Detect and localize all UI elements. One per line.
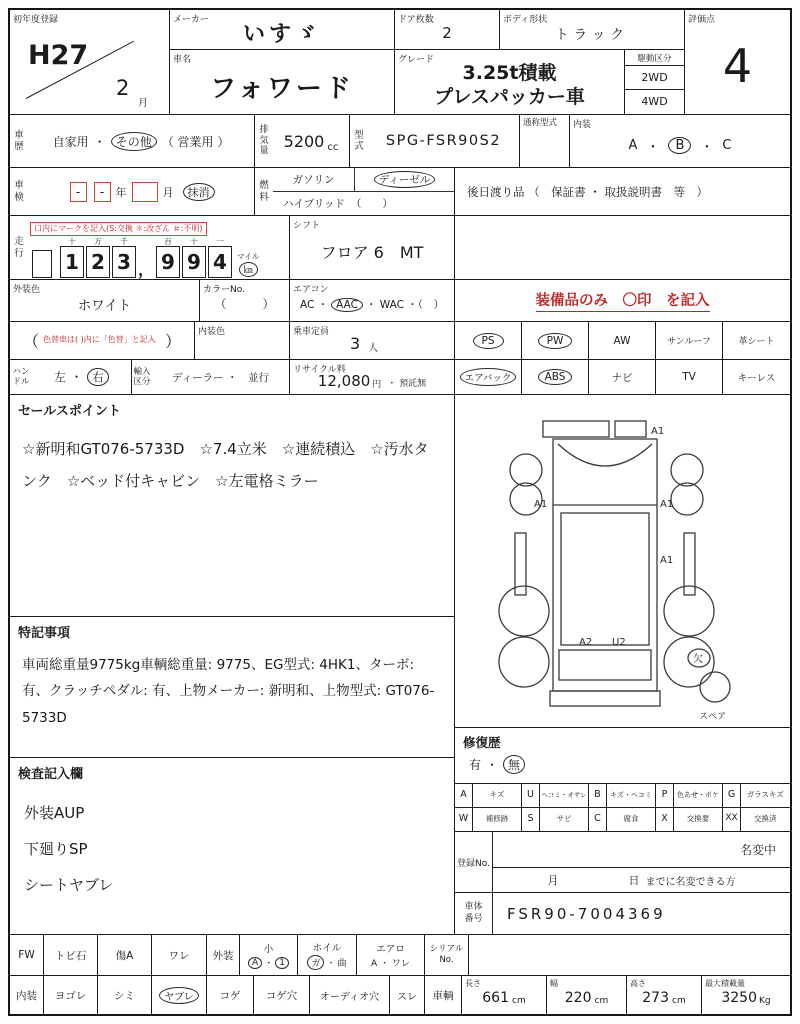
later-delivery-items-text: 後日渡り品 （ 保証書 ・ 取扱説明書 等 ） — [467, 184, 708, 199]
equipment-note-text: 装備品のみ 〇印 を記入 — [536, 289, 710, 312]
separator-dot: ・ — [646, 139, 660, 155]
legend-key: G — [723, 784, 741, 808]
interior-color-cell — [195, 322, 290, 360]
vin-value: FSR90-7004369 — [507, 904, 666, 923]
shift-label: シフト — [293, 221, 321, 231]
mileage-mark-box — [32, 250, 52, 278]
aircon-option-ac: AC ・ — [299, 299, 329, 311]
later-delivery-items-cell — [455, 168, 790, 216]
dim-width-unit: cm — [594, 995, 609, 1006]
exterior-small-damage-cell — [240, 935, 298, 976]
legend-value: サビ — [540, 808, 589, 831]
repair-history-no-selected: 無 — [503, 755, 525, 774]
equipment-airbag-selected: エアバック — [460, 368, 517, 386]
legend-key: U — [522, 784, 540, 808]
shift-value: フロア 6 MT — [320, 243, 424, 262]
grade-line1: 3.25t積載 — [462, 62, 557, 85]
vehicle-dims-label-cell — [425, 976, 462, 1014]
legend-value: 交換済 — [754, 814, 777, 824]
dim-length-unit: cm — [512, 995, 526, 1006]
recycle-deposit-status: ・ 預託無 — [387, 379, 427, 389]
handle-cell — [10, 360, 132, 395]
interior-item-wear — [390, 976, 425, 1014]
model-code-label: 型式 — [354, 129, 364, 152]
exterior-color-value: ホワイト — [77, 297, 132, 314]
history-option-other-selected: その他 — [111, 132, 157, 151]
serial-number-cell — [425, 935, 469, 976]
separator-dot: ・ — [264, 959, 274, 969]
mileage-unit-mile: マイル — [237, 252, 260, 262]
shaken-label: 車検 — [14, 180, 24, 203]
recycle-fee-value: 12,080 — [317, 371, 371, 390]
interior-item-label: オーディオ穴 — [319, 991, 380, 1003]
history-option-private: 自家用 — [52, 134, 89, 149]
blank-cell — [455, 216, 790, 280]
repair-history-cell — [455, 728, 790, 784]
repair-history-label: 修復歴 — [463, 735, 501, 750]
capacity-label: 乗車定員 — [293, 327, 330, 337]
body-shape-value: トラック — [555, 26, 629, 43]
import-class-value: ディーラー ・ 並行 — [172, 371, 269, 384]
digit-place-label: 千 — [120, 236, 128, 246]
vin-label: 車体番号 — [455, 893, 493, 934]
dim-width-label: 幅 — [550, 979, 558, 988]
shaken-year-unit: 年 — [115, 185, 127, 199]
handle-option-left: 左 — [54, 370, 66, 384]
legend-key: C — [589, 808, 607, 831]
serial-number-value-cell — [469, 935, 790, 976]
interior-item-tear: ヤブレ — [159, 987, 199, 1004]
special-notes-heading: 特記事項 — [18, 626, 71, 641]
equipment-item-tv — [656, 360, 723, 395]
legend-value: 補修跡 — [473, 808, 522, 831]
mileage-digit — [182, 238, 206, 279]
dim-height-unit: cm — [672, 995, 686, 1006]
equipment-item-leather — [723, 322, 790, 360]
legend-value: ガラスキズ — [741, 784, 790, 808]
paren-open: （ — [22, 332, 39, 351]
fw-item-label: ワレ — [168, 949, 190, 962]
drive-type-cell — [625, 50, 685, 115]
maker-value: いすゞ — [242, 22, 321, 47]
vehicle-diagram-cell — [455, 395, 790, 728]
equipment-item-navi — [589, 360, 656, 395]
drive-type-label: 駆動区分 — [625, 50, 684, 66]
fuel-option-gasoline: ガソリン — [273, 168, 355, 191]
import-class-label: 輸入区分 — [133, 366, 151, 387]
fuel-option-diesel-selected: ディーゼル — [374, 171, 435, 188]
paren-close: ） — [165, 332, 182, 351]
repair-history-yes: 有 — [469, 758, 482, 772]
registration-month-unit: 月 — [547, 874, 559, 887]
registration-day-unit: 日 — [628, 874, 640, 887]
dim-height-cell — [627, 976, 702, 1014]
legend-key: W — [455, 808, 473, 831]
sales-points-heading: セールスポイント — [18, 404, 121, 419]
inspection-line: 下廻りSP — [24, 840, 88, 858]
registration-cell — [455, 832, 790, 893]
damage-mark-a1-mid: A1 — [660, 555, 674, 566]
digit-value: 3 — [112, 246, 136, 278]
inspection-notes-section — [10, 758, 455, 935]
digit-place-label: 十 — [68, 236, 76, 246]
fw-label: FW — [18, 949, 35, 961]
digit-place-label: 十 — [190, 236, 198, 246]
first-registration-era: H27 — [28, 40, 89, 71]
legend-value: キズ — [473, 784, 522, 808]
spare-tire-label: スペア — [699, 712, 727, 722]
fuel-option-hybrid: ハイブリッド — [283, 198, 345, 210]
aircon-cell — [290, 280, 455, 322]
fuel-label: 燃料 — [259, 180, 269, 203]
max-load-label: 最大積載量 — [705, 979, 745, 988]
shaken-cell — [10, 168, 255, 216]
displacement-cell — [255, 115, 350, 168]
vin-cell — [455, 893, 790, 935]
grade-label: グレード — [398, 55, 435, 65]
separator-dot: ・ — [700, 139, 714, 155]
score-cell — [685, 10, 790, 115]
exterior-color-cell — [10, 280, 200, 322]
legend-key: XX — [723, 808, 741, 831]
wheel-damage-label: ホイル — [312, 943, 342, 954]
aero-damage-label: エアロ — [376, 944, 405, 955]
repaint-note-text: 色替車は( )内に「色替」と記入 — [43, 335, 156, 345]
mileage-comma: ， — [138, 260, 155, 280]
fw-item-label: 傷A — [115, 949, 134, 962]
score-value: 4 — [722, 39, 753, 93]
dim-width-value: 220 — [564, 990, 592, 1006]
legend-key: A — [455, 784, 473, 808]
wheel-damage-mark-1: ガ — [307, 955, 324, 970]
aero-damage-marks: A ・ ワレ — [371, 959, 410, 969]
interior-item-label: コゲ — [219, 989, 241, 1002]
exterior-check-label: 外装 — [212, 949, 234, 962]
score-label: 評価点 — [688, 15, 716, 25]
displacement-unit: cc — [327, 142, 339, 153]
import-class-cell — [132, 360, 290, 395]
damage-mark-a1-right: A1 — [660, 499, 674, 510]
exterior-check-label-cell — [207, 935, 240, 976]
sales-points-section — [10, 395, 455, 617]
equipment-item-ps — [455, 322, 522, 360]
equipment-navi: ナビ — [611, 371, 633, 384]
special-notes-section — [10, 617, 455, 758]
digit-value: 9 — [182, 246, 206, 278]
first-registration-label: 初年度登録 — [13, 15, 59, 25]
damage-mark-a1-top: A1 — [651, 426, 665, 437]
grade-line2: プレスパッカー車 — [434, 86, 585, 108]
shaken-month-box — [132, 182, 158, 202]
legend-key: B — [589, 784, 607, 808]
sales-points-text: ☆新明和GT076-5733D ☆7.4立米 ☆連続積込 ☆汚水タンク ☆ベッド付キャビン ☆左電格ミラー — [22, 440, 429, 490]
model-code-value: SPG-FSR90S2 — [385, 133, 502, 149]
damage-mark-a1-left: A1 — [534, 499, 548, 510]
fw-check-cell — [10, 935, 44, 976]
registration-note: までに名変できる方 — [645, 876, 736, 888]
damage-legend-table — [455, 784, 790, 832]
shaken-month-unit: 月 — [162, 185, 174, 199]
dim-height-label: 高さ — [630, 979, 646, 988]
interior-item-burn-hole — [254, 976, 310, 1014]
equipment-aw: AW — [613, 334, 631, 347]
mileage-digit — [112, 238, 136, 279]
body-shape-cell — [500, 10, 685, 50]
auction-sheet-form — [8, 8, 792, 1016]
repaint-note-cell — [10, 322, 195, 360]
digit-value: 4 — [208, 246, 232, 278]
dim-width-cell — [547, 976, 627, 1014]
legend-key: P — [656, 784, 674, 808]
fw-item-label: トビ石 — [54, 949, 87, 962]
vehicle-top-view-diagram — [455, 395, 788, 726]
interior-item-audio-hole — [310, 976, 390, 1014]
shift-cell — [290, 216, 455, 280]
mileage-mark-note: 口内にマークを記入(S:交換 ＊:改ざん ＃:不明) — [30, 222, 207, 236]
special-notes-text: 車両総重量9775kg車輌総重量: 9775、EG型式: 4HK1、ターボ: 有、クラッチペダル: 有、上物メーカー: 新明和、上物型式: GT076-5733D — [22, 657, 435, 726]
equipment-keyless: キーレス — [737, 373, 776, 384]
equipment-leather-seat: 革シート — [738, 337, 775, 347]
registration-label: 登録No. — [455, 832, 493, 892]
shaken-box-1: - — [70, 182, 87, 202]
legend-value: 腐食 — [607, 808, 656, 831]
small-damage-mark-1: A — [248, 957, 262, 969]
separator-dot: ・ — [70, 370, 83, 384]
maker-cell — [170, 10, 395, 50]
interior-check-label: 内装 — [16, 989, 37, 1002]
equipment-item-keyless — [723, 360, 790, 395]
equipment-note-cell — [455, 280, 790, 322]
inspection-notes-heading: 検査記入欄 — [18, 767, 84, 782]
car-name-cell — [170, 50, 395, 115]
legend-key: S — [522, 808, 540, 831]
drive-option-4wd: 4WD — [641, 95, 668, 108]
maker-label: メーカー — [173, 15, 209, 25]
interior-check-label-cell — [10, 976, 44, 1014]
handle-option-right-selected: 右 — [87, 368, 109, 386]
common-model-cell — [520, 115, 570, 168]
legend-value: 交換要 — [674, 808, 723, 831]
equipment-item-sunroof — [656, 322, 723, 360]
aircon-label: エアコン — [293, 285, 329, 295]
separator-dot: ・ — [486, 758, 499, 772]
equipment-tv: TV — [682, 371, 696, 383]
exterior-color-label: 外装色 — [13, 285, 41, 295]
dim-length-cell — [462, 976, 547, 1014]
digit-value: 9 — [156, 246, 180, 278]
damage-mark-u2: U2 — [612, 637, 626, 648]
wheel-damage-mark-2: 曲 — [337, 959, 347, 969]
recycle-fee-unit: 円 — [372, 380, 382, 390]
serial-number-label: シリアルNo. — [429, 943, 464, 965]
displacement-value: 5200 — [283, 131, 325, 151]
interior-grade-b-selected: B — [668, 137, 691, 154]
legend-value: ヘコミ・オサレ — [540, 784, 589, 808]
first-registration-cell — [10, 10, 170, 115]
capacity-unit: 人 — [368, 343, 379, 354]
legend-value: キズ・ヘコミ — [607, 784, 656, 808]
displacement-label: 排気量 — [259, 124, 269, 157]
first-registration-month-unit: 月 — [138, 98, 148, 109]
equipment-abs-selected: ABS — [538, 369, 573, 385]
common-model-label: 通称型式 — [523, 118, 558, 128]
mileage-digit — [156, 238, 180, 279]
equipment-item-aw — [589, 322, 656, 360]
mileage-digit — [208, 238, 232, 279]
interior-color-label: 内装色 — [198, 327, 226, 337]
interior-item-burn — [207, 976, 254, 1014]
max-load-cell — [702, 976, 790, 1014]
interior-grade-c: C — [722, 137, 732, 153]
mileage-digit — [86, 238, 110, 279]
recycle-fee-cell — [290, 360, 455, 395]
car-name-label: 車名 — [173, 55, 192, 65]
inspection-line: シートヤブレ — [24, 876, 114, 894]
color-number-label: カラーNo. — [203, 285, 245, 295]
dim-length-value: 661 — [482, 990, 509, 1006]
mileage-digit — [60, 238, 84, 279]
equipment-sunroof: サンルーフ — [667, 337, 711, 347]
fw-item-scratch-a — [98, 935, 152, 976]
equipment-pw-selected: PW — [538, 333, 573, 349]
inspection-line: 外装AUP — [24, 804, 85, 822]
interior-grade-a: A — [628, 137, 638, 153]
max-load-value: 3250 — [721, 990, 757, 1006]
separator-dot: ・ — [326, 959, 336, 969]
equipment-item-airbag — [455, 360, 522, 395]
history-paren: （ 営業用 ） — [161, 134, 230, 149]
shaken-box-2: - — [94, 182, 111, 202]
color-number-cell — [200, 280, 290, 322]
first-registration-month: 2 — [116, 76, 130, 100]
aircon-option-wac: ・ WAC ・（ ） — [365, 299, 445, 311]
interior-item-dirt — [44, 976, 98, 1014]
digit-place-label: 一 — [216, 236, 224, 246]
mileage-unit-km-selected: ㎞ — [239, 262, 258, 277]
interior-item-stain — [98, 976, 152, 1014]
doors-label: ドア枚数 — [398, 15, 434, 25]
interior-item-label: コゲ穴 — [265, 989, 298, 1002]
color-number-value: （ ） — [214, 297, 275, 311]
interior-grade-cell — [570, 115, 790, 168]
history-label: 車歴 — [14, 129, 24, 152]
digit-place-label: 百 — [164, 236, 172, 246]
recycle-fee-label: リサイクル料 — [293, 365, 346, 375]
dim-length-label: 長さ — [465, 979, 481, 988]
fuel-hybrid-paren: （ ） — [350, 198, 393, 210]
vehicle-dims-label: 車輌 — [432, 989, 454, 1002]
aircon-option-aac-selected: AAC — [331, 298, 363, 312]
dim-height-value: 273 — [642, 990, 669, 1006]
shaken-erased-selected: 抹消 — [183, 183, 215, 201]
capacity-cell — [290, 322, 455, 360]
small-damage-mark-2: 1 — [275, 957, 289, 969]
model-code-cell — [350, 115, 520, 168]
interior-item-label: ヨゴレ — [54, 989, 87, 1002]
small-damage-label: 小 — [263, 944, 274, 955]
handle-label: ハンドル — [12, 366, 30, 387]
digit-place-label: 万 — [94, 236, 102, 246]
history-cell — [10, 115, 255, 168]
interior-grade-label: 内装 — [573, 120, 592, 130]
aero-damage-cell — [357, 935, 425, 976]
wheel-damage-cell — [298, 935, 357, 976]
max-load-unit: Kg — [759, 995, 771, 1006]
interior-item-label: スレ — [397, 991, 417, 1003]
mileage-cell — [10, 216, 290, 280]
body-shape-label: ボディ形状 — [503, 15, 548, 25]
capacity-value: 3 — [350, 334, 361, 353]
separator-dot: ・ — [93, 134, 106, 149]
fw-item-crack — [152, 935, 207, 976]
legend-key: X — [656, 808, 674, 831]
equipment-item-pw — [522, 322, 589, 360]
digit-value: 2 — [86, 246, 110, 278]
equipment-ps-selected: PS — [473, 333, 504, 349]
doors-cell — [395, 10, 500, 50]
legend-value: 色あせ・ボケ — [674, 784, 723, 808]
spare-missing-mark: 欠 — [693, 654, 703, 665]
mileage-label: 走行 — [14, 236, 24, 259]
fw-item-stonechip — [44, 935, 98, 976]
doors-value: 2 — [442, 23, 452, 42]
fuel-cell — [255, 168, 455, 216]
registration-status: 名変中 — [739, 843, 776, 857]
damage-mark-a2: A2 — [579, 637, 593, 648]
digit-value: 1 — [60, 246, 84, 278]
equipment-item-abs — [522, 360, 589, 395]
interior-item-label: シミ — [114, 989, 135, 1002]
drive-option-2wd: 2WD — [625, 66, 684, 90]
car-name-value: フォワード — [210, 73, 354, 104]
interior-item-tear-selected — [152, 976, 207, 1014]
grade-cell — [395, 50, 625, 115]
